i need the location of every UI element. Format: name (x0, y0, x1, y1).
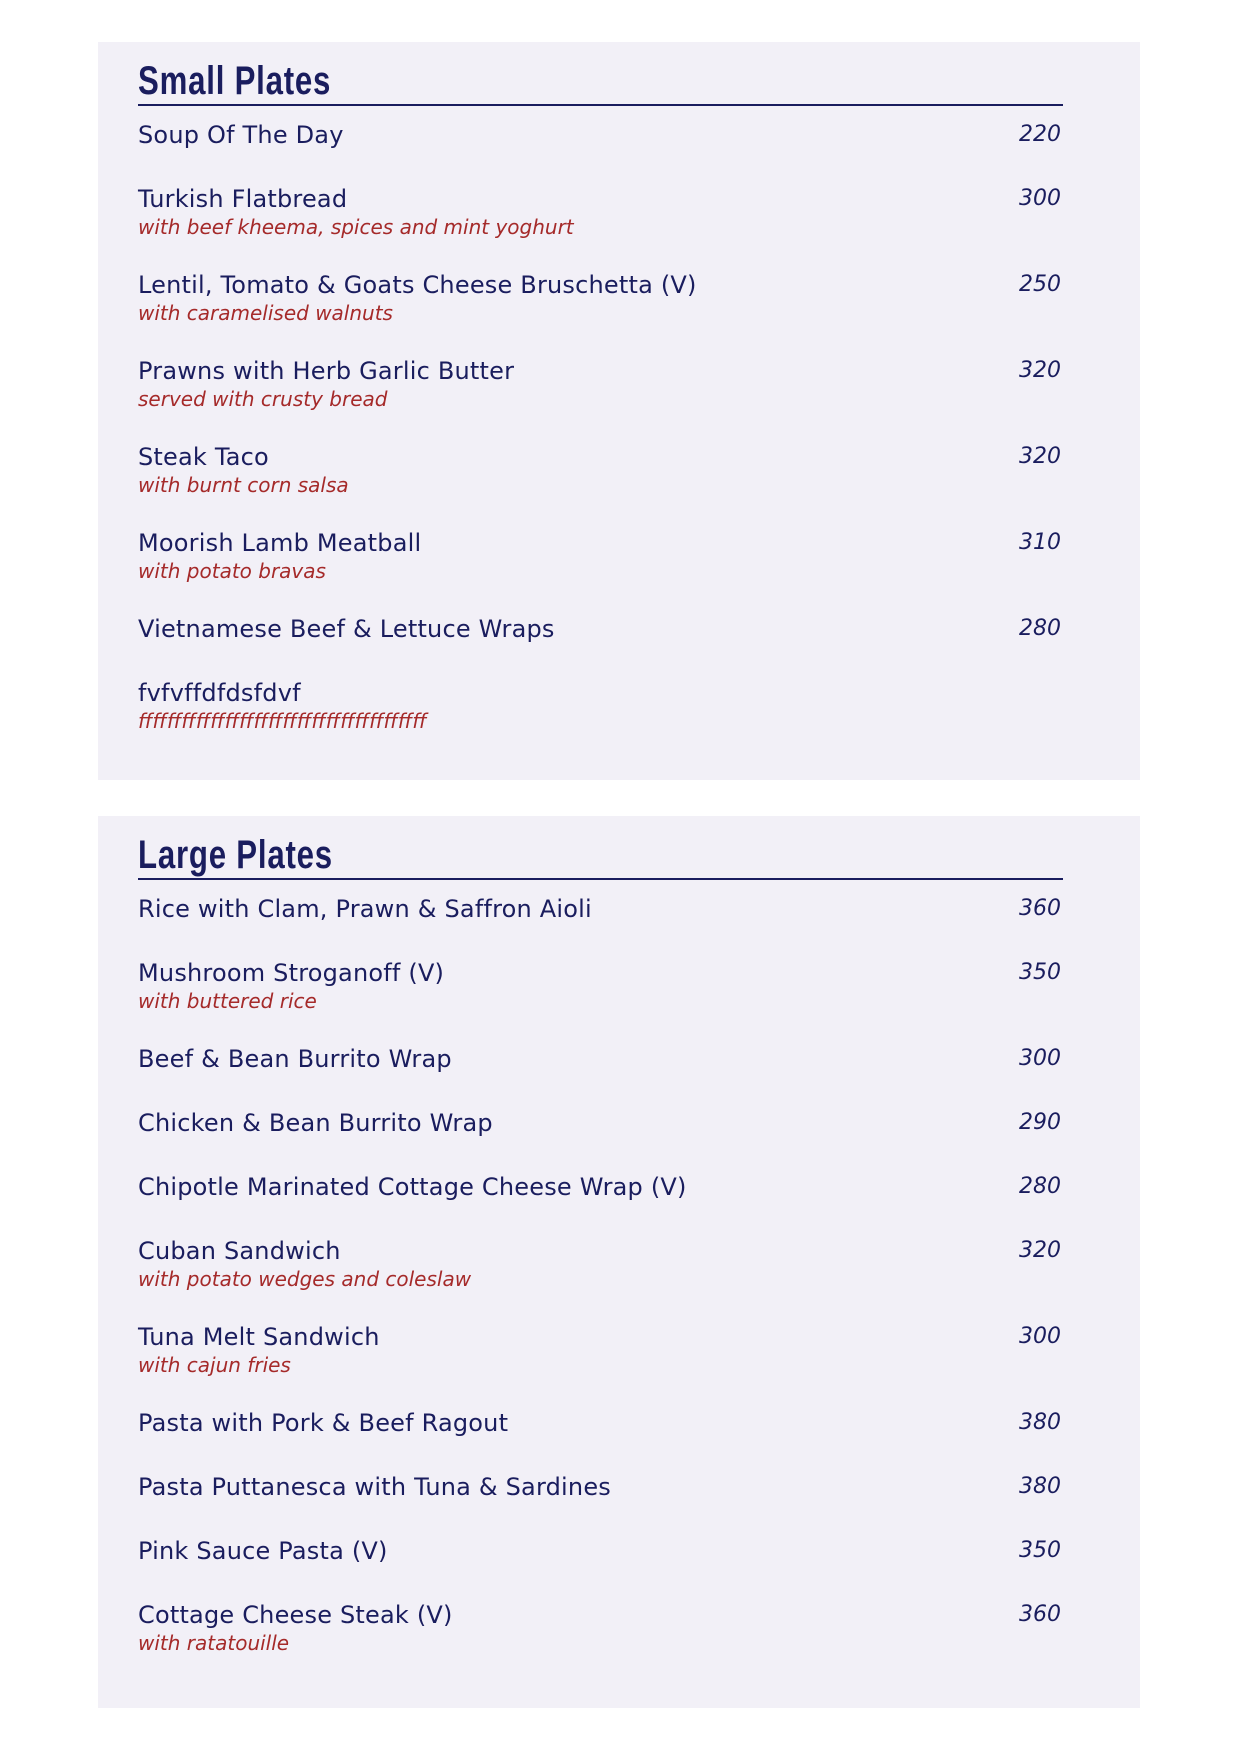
menu-item (138, 1472, 1063, 1502)
menu-item (138, 1600, 1063, 1656)
menu-item-price: 220 (1019, 122, 1061, 147)
menu-item (138, 442, 1063, 498)
menu-item-price: 280 (1019, 616, 1061, 641)
menu-item-name: Prawns with Herb Garlic Butter (138, 357, 515, 385)
menu-item-name: Steak Taco (138, 443, 269, 471)
menu-item-price: 290 (1019, 1110, 1061, 1135)
menu-item-price: 280 (1019, 1174, 1061, 1199)
menu-item-price: 350 (1019, 960, 1061, 985)
large-plates-list (138, 894, 1063, 1656)
menu-item-description: served with crusty bread (138, 387, 388, 411)
menu-item (138, 120, 1063, 150)
menu-item (138, 1408, 1063, 1438)
menu-item-description: with cajun fries (138, 1353, 291, 1377)
menu-item-description: with caramelised walnuts (138, 301, 393, 325)
menu-item-name: Chicken & Bean Burrito Wrap (138, 1109, 493, 1137)
menu-item-price: 320 (1019, 444, 1061, 469)
menu-item-description: with potato bravas (138, 559, 326, 583)
menu-item-name: Soup Of The Day (138, 121, 344, 149)
menu-item-name: Pink Sauce Pasta (V) (138, 1537, 388, 1565)
menu-item-name: Turkish Flatbread (138, 185, 348, 213)
menu-item-price: 360 (1019, 1602, 1061, 1627)
small-plates-section (98, 42, 1140, 780)
menu-item (138, 614, 1063, 644)
menu-item-price: 380 (1019, 1474, 1061, 1499)
menu-item-name: Cuban Sandwich (138, 1237, 341, 1265)
menu-item (138, 1322, 1063, 1378)
menu-item (138, 1236, 1063, 1292)
menu-item-name: Lentil, Tomato & Goats Cheese Bruschetta (V) (138, 271, 697, 299)
section-title: Large Plates (138, 833, 333, 877)
menu-item (138, 270, 1063, 326)
section-title: Small Plates (138, 59, 332, 103)
menu-item (138, 184, 1063, 240)
menu-item-price: 350 (1019, 1538, 1061, 1563)
menu-item-name: Beef & Bean Burrito Wrap (138, 1045, 452, 1073)
menu-item (138, 958, 1063, 1014)
menu-item-description: ffffffffffffffffffffffffffffffffffffffff (138, 709, 427, 733)
menu-item-description: with buttered rice (138, 989, 317, 1013)
menu-item (138, 356, 1063, 412)
menu-item (138, 1044, 1063, 1074)
menu-item-name: Mushroom Stroganoff (V) (138, 959, 445, 987)
menu-item-name: Vietnamese Beef & Lettuce Wraps (138, 615, 555, 643)
menu-item-price: 360 (1019, 896, 1061, 921)
menu-item-price: 300 (1019, 186, 1061, 211)
menu-item-name: Chipotle Marinated Cottage Cheese Wrap (V) (138, 1173, 687, 1201)
menu-item-description: with ratatouille (138, 1631, 290, 1655)
large-plates-section (98, 816, 1140, 1708)
menu-item (138, 1108, 1063, 1138)
menu-item-description: with burnt corn salsa (138, 473, 349, 497)
section-divider (138, 104, 1063, 106)
menu-item-name: Moorish Lamb Meatball (138, 529, 422, 557)
menu-item-price: 300 (1019, 1046, 1061, 1071)
menu-item-price: 300 (1019, 1324, 1061, 1349)
menu-item-price: 320 (1019, 1238, 1061, 1263)
menu-item-name: Pasta with Pork & Beef Ragout (138, 1409, 509, 1437)
section-divider (138, 878, 1063, 880)
menu-item-name: Tuna Melt Sandwich (138, 1323, 380, 1351)
menu-item-description: with beef kheema, spices and mint yoghurt (138, 215, 574, 239)
menu-item-price: 250 (1019, 272, 1061, 297)
menu-item (138, 678, 1063, 734)
menu-item-price: 320 (1019, 358, 1061, 383)
menu-item (138, 894, 1063, 924)
menu-item (138, 1172, 1063, 1202)
menu-item-price: 310 (1019, 530, 1061, 555)
menu-item-name: fvfvffdfdsfdvf (138, 679, 301, 707)
menu-item-price: 380 (1019, 1410, 1061, 1435)
menu-item (138, 528, 1063, 584)
menu-item-name: Pasta Puttanesca with Tuna & Sardines (138, 1473, 611, 1501)
menu-item-description: with potato wedges and coleslaw (138, 1267, 472, 1291)
menu-item (138, 1536, 1063, 1566)
menu-item-name: Rice with Clam, Prawn & Saffron Aioli (138, 895, 592, 923)
menu-item-name: Cottage Cheese Steak (V) (138, 1601, 453, 1629)
small-plates-list (138, 120, 1063, 734)
